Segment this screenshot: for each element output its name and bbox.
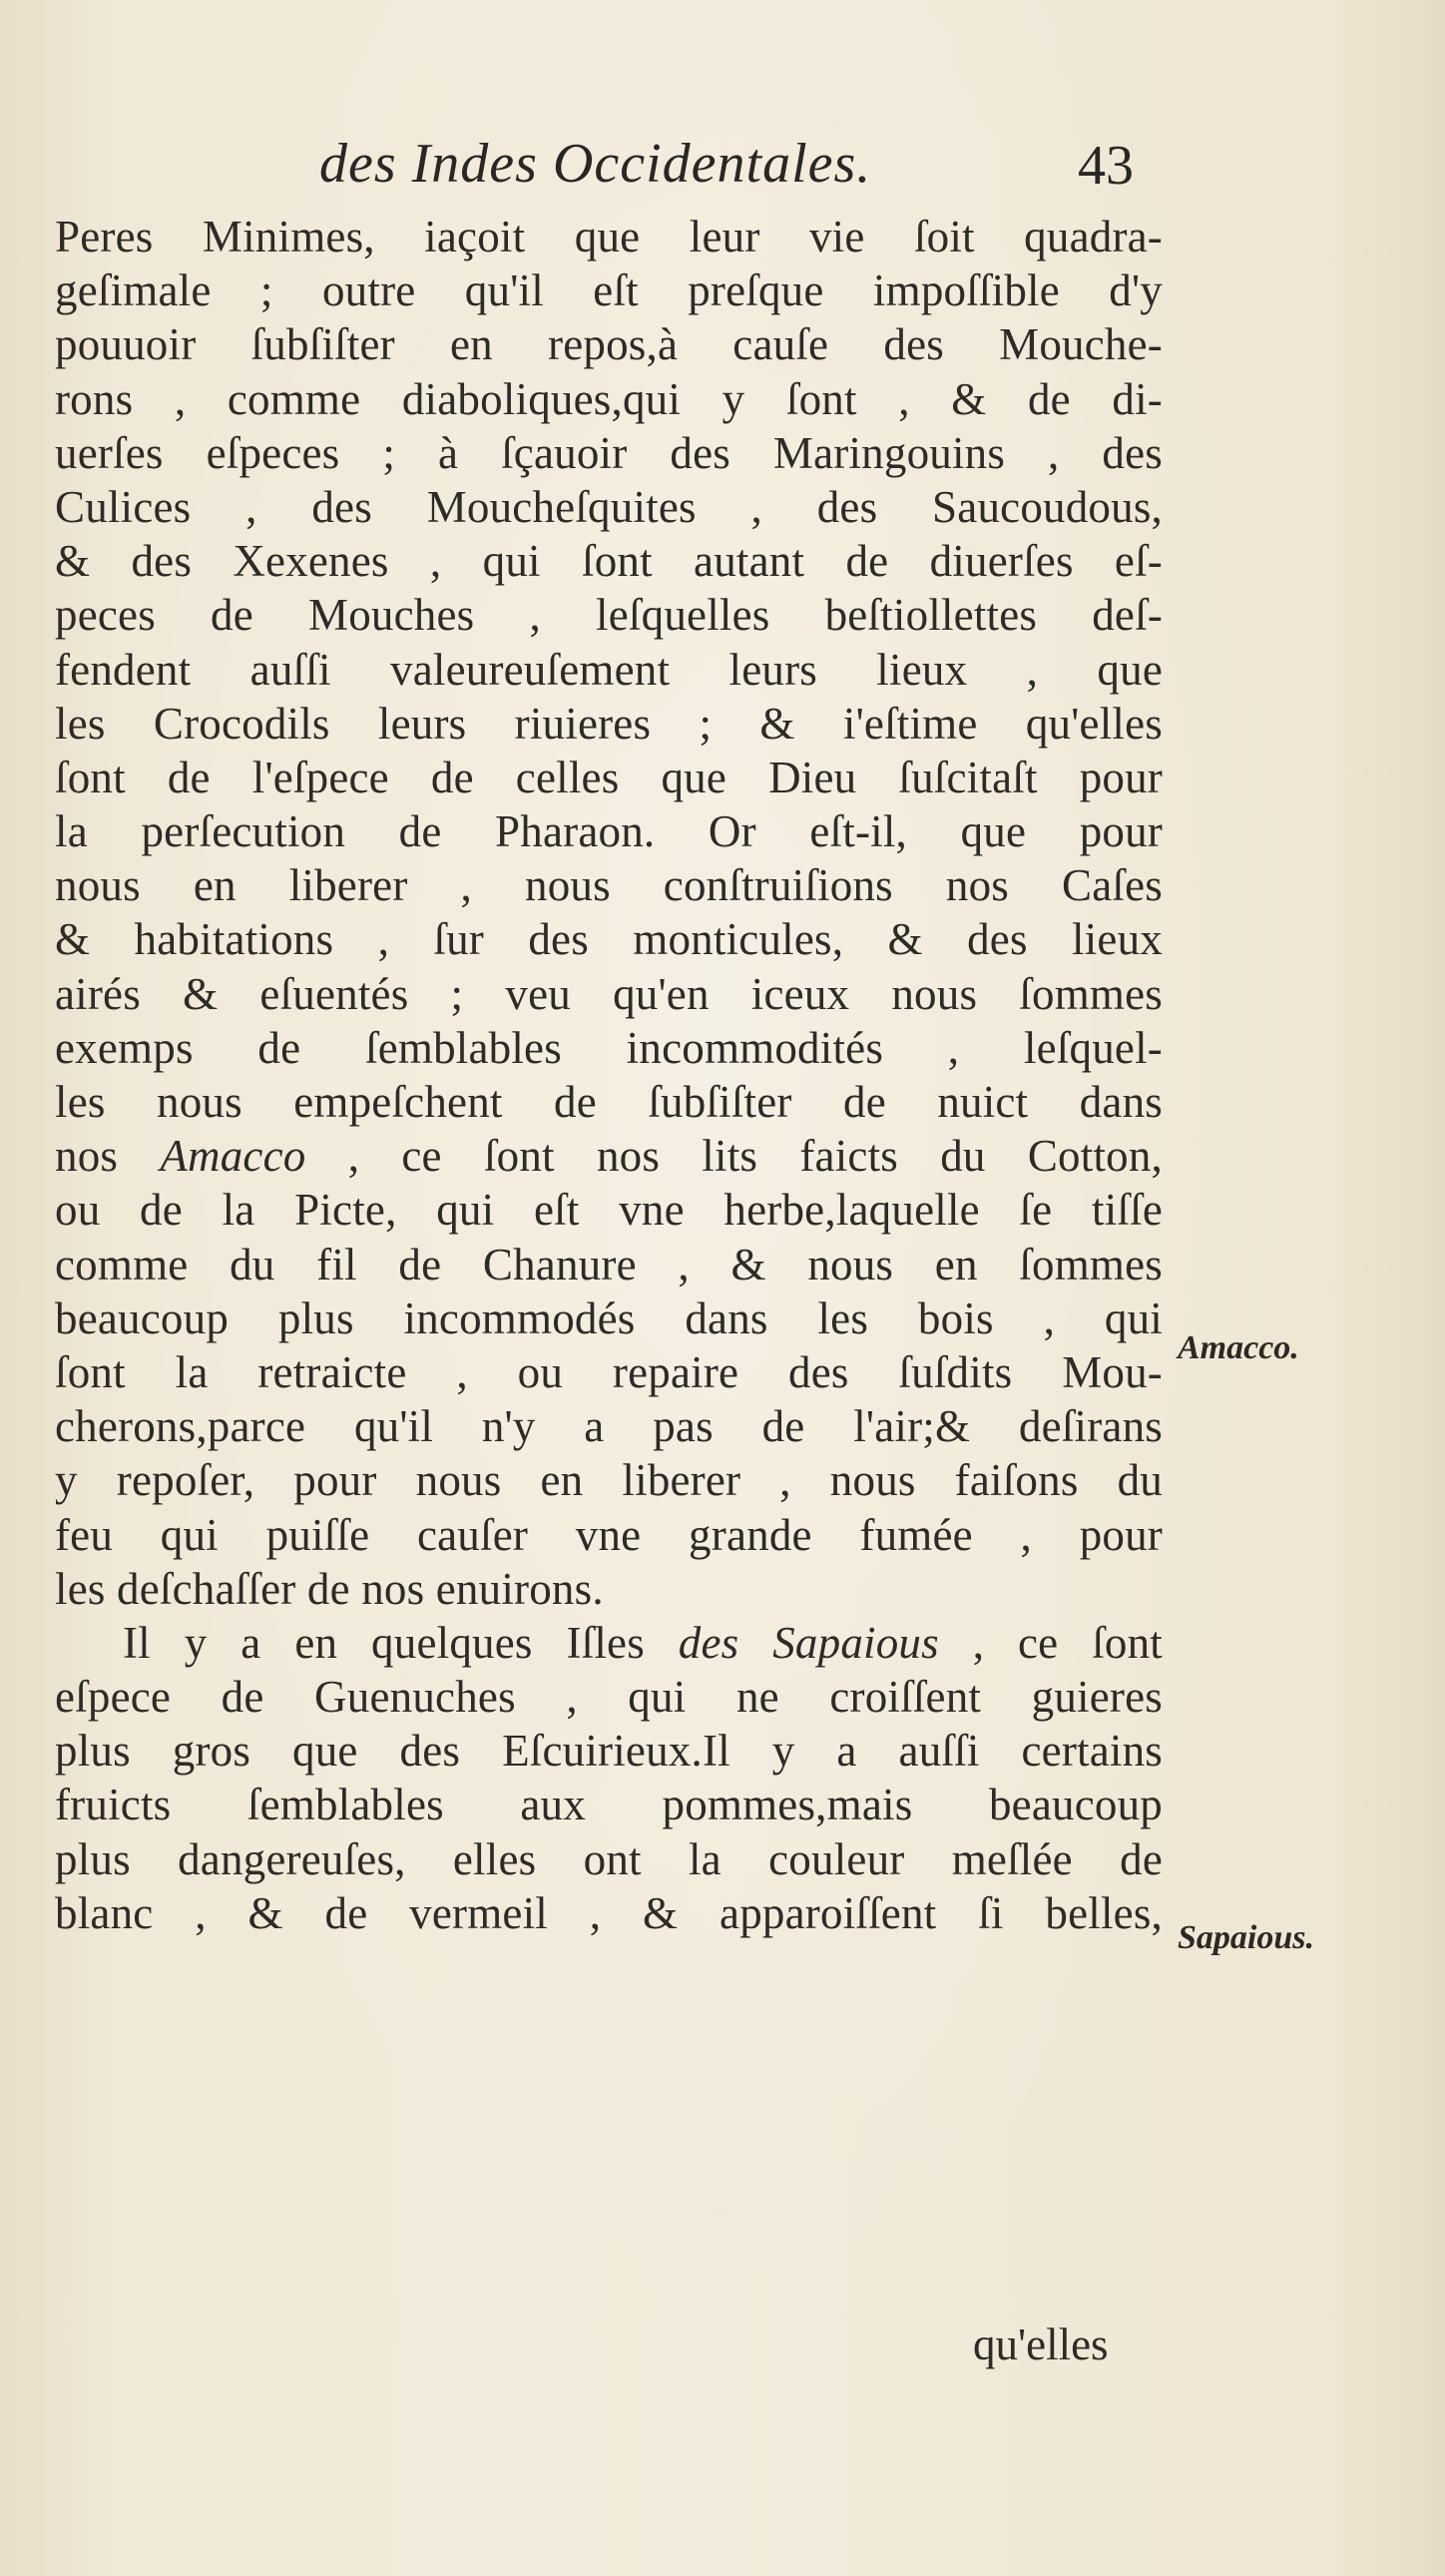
body-text <box>55 210 1163 1940</box>
text-line: beaucoup plus incommodés dans les bois , qui <box>55 1292 1163 1343</box>
catchword: qu'elles <box>973 2319 1109 2369</box>
sapaious-italic: des Sapaious <box>678 1617 939 1668</box>
text-line: les nous empeſchent de ſubſiſter de nuict dans <box>55 1077 1163 1127</box>
text-line: peces de Mouches , leſquelles beſtiollettes deſ- <box>55 590 1163 641</box>
sapaious-after: , ce ſont <box>938 1617 1163 1668</box>
text-line: nous en liberer , nous conſtruiſions nos Caſes <box>55 860 1163 911</box>
text-line: pouuoir ſubſiſter en repos,à cauſe des Mouche- <box>55 319 1163 370</box>
text-line: cherons,parce qu'il n'y a pas de l'air;& deſirans <box>55 1401 1163 1452</box>
text-line: exemps de ſemblables incommodités , leſquel- <box>55 1022 1163 1073</box>
text-line: rons , comme diaboliques,qui y ſont , & de di- <box>55 373 1163 424</box>
paragraph-end-line: les deſchaſſer de nos enuirons. <box>55 1563 604 1614</box>
page-number: 43 <box>1078 135 1134 197</box>
text-line: les Crocodils leurs riuieres ; & i'eſtime qu'elles <box>55 698 1163 749</box>
text-line: Culices , des Moucheſquites , des Saucoudous, <box>55 481 1163 532</box>
text-line: & habitations , ſur des monticules, & des lieux <box>55 914 1163 965</box>
text-line: fendent auſſi valeureuſement leurs lieux , que <box>55 644 1163 695</box>
amacco-before: nos <box>55 1131 161 1182</box>
sapaious-before: Il y a en quelques Iſles <box>123 1617 679 1668</box>
text-line: geſimale ; outre qu'il eſt preſque impoſſible d'y <box>55 265 1163 316</box>
text-line: ſont de l'eſpece de celles que Dieu ſuſcitaſt pour <box>55 752 1163 802</box>
text-line: eſpece de Guenuches , qui ne croiſſent guieres <box>55 1672 1163 1723</box>
text-line: y repoſer, pour nous en liberer , nous faiſons du <box>55 1455 1163 1506</box>
text-line: feu qui puiſſe cauſer vne grande fumée , pour <box>55 1509 1163 1560</box>
text-line: comme du fil de Chanure , & nous en ſommes <box>55 1239 1163 1289</box>
margin-note-amacco: Amacco. <box>1178 1329 1299 1366</box>
text-line: Peres Minimes, iaçoit que leur vie ſoit quadra- <box>55 212 1163 261</box>
text-line: fruicts ſemblables aux pommes,mais beaucoup <box>55 1780 1163 1830</box>
text-line: airés & eſuentés ; veu qu'en iceux nous ſommes <box>55 968 1163 1019</box>
text-line: ſont la retraicte , ou repaire des ſuſdits Mou- <box>55 1346 1163 1397</box>
text-line-amacco <box>55 1129 1163 1183</box>
text-line: uerſes eſpeces ; à ſçauoir des Maringouins , des <box>55 427 1163 478</box>
margin-note-sapaious: Sapaious. <box>1178 1919 1314 1956</box>
text-line: plus dangereuſes, elles ont la couleur meſlée de <box>55 1833 1163 1884</box>
amacco-after: , ce ſont nos lits faicts du Cotton, <box>305 1131 1164 1182</box>
text-line: plus gros que des Eſcuirieux.Il y a auſſi certains <box>55 1726 1163 1777</box>
text-line: la perſecution de Pharaon. Or eſt-il, que pour <box>55 806 1163 857</box>
running-head: des Indes Occidentales. <box>319 133 872 195</box>
text-line: ou de la Picte, qui eſt vne herbe,laquelle ſe tiſſe <box>55 1185 1163 1236</box>
text-line: & des Xexenes , qui ſont autant de diuerſes eſ- <box>55 536 1163 587</box>
text-line-sapaious <box>55 1616 1163 1670</box>
amacco-italic: Amacco <box>160 1131 306 1182</box>
text-line: blanc , & de vermeil , & apparoiſſent ſi belles, <box>55 1887 1163 1938</box>
